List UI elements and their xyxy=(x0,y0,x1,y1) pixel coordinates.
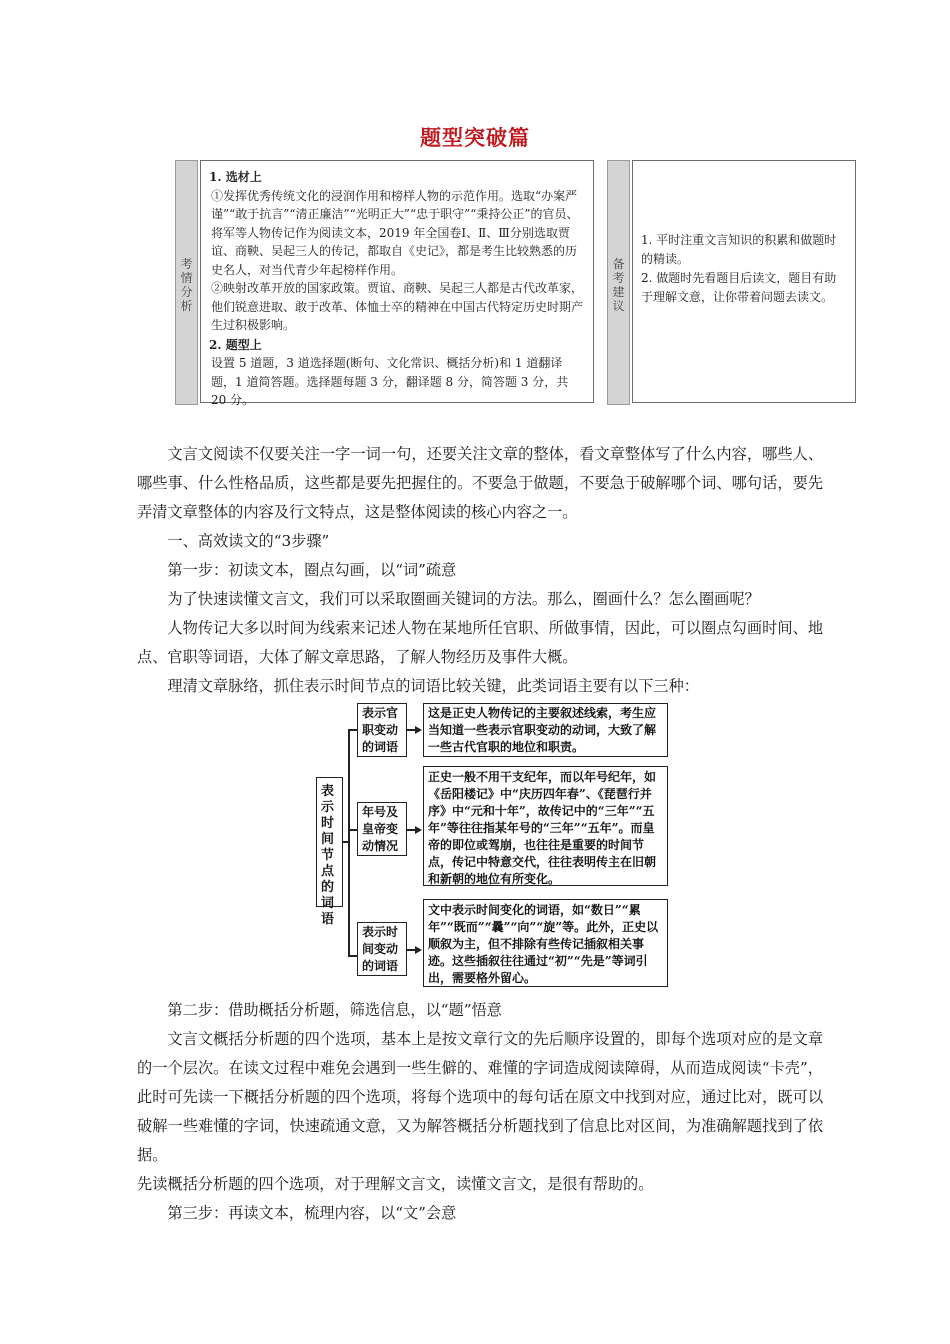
paragraph-summary-options: 文言文概括分析题的四个选项，基本上是按文章行文的先后顺序设置的，即每个选项对应的是文章的一个层次。在读文过程中难免会遇到一些生僻的、难懂的字词造成阅读障碍，从而造成阅读“卡壳”，此时可先读一下概括分析题的四个选项，将每个选项中的每句话在原文中找到对应，通过比对，既可以破解一些难懂的字词，快速疏通文意，又为解答概括分析题找到了信息比对区间，为准确解题找到了依据。 xyxy=(137,1030,823,1164)
analysis-sidebar-label xyxy=(175,160,198,405)
suggestion-sidebar-text xyxy=(608,257,629,313)
analysis-sidebar-text xyxy=(176,257,197,313)
diagram-root-text-char: 语 xyxy=(321,912,335,927)
suggestion-item-2: 2. 做题时先看题目后读文，题目有助于理解文意，让你带着问题去读文。 xyxy=(641,271,837,304)
body-text-bottom xyxy=(137,996,823,1228)
body-text-top xyxy=(137,440,823,701)
step-1-heading: 第一步：初读文本，圈点勾画，以“词”疏意 xyxy=(167,561,457,579)
diagram-root-text-char: 点 xyxy=(321,864,335,879)
analysis-section1-p1: ①发挥优秀传统文化的浸润作用和榜样人物的示范作用。选取“办案严谨”“敢于抗言”“清正廉洁”“光明正大”“忠于职守”“秉持公正”的官员、将军等人物传记作为阅读文本，2019 年全国卷Ⅰ、Ⅱ、Ⅲ分别选取贾谊、商鞅、吴起三人的传记，都取自《史记》，都是考生比较熟悉的历史名人，对当代青少年起榜样作用。 xyxy=(211,188,579,277)
diagram-root-text-char: 词 xyxy=(321,896,335,911)
analysis-sidebar-text-char: 考 xyxy=(180,257,193,271)
paragraph-time-words-intro: 理清文章脉络，抓住表示时间节点的词语比较关键，此类词语主要有以下三种： xyxy=(167,677,699,695)
paragraph-read-options-first: 先读概括分析题的四个选项，对于理解文言文，读懂文言文，是很有帮助的。 xyxy=(137,1175,654,1193)
suggestion-sidebar-text-char: 备 xyxy=(612,257,625,271)
analysis-section1-heading: 1. 选材上 xyxy=(209,170,262,184)
section-heading-3-steps: 一、高效读文的“3步骤” xyxy=(167,532,330,550)
diagram-root-text-char: 节 xyxy=(321,848,335,863)
paragraph-intro: 文言文阅读不仅要关注一字一词一句，还要关注文章的整体，看文章整体写了什么内容，哪些人、哪些事、什么性格品质，这些都是要先把握住的。不要急于做题，不要急于破解哪个词、哪句话，要先弄清文章整体的内容及行文特点，这是整体阅读的核心内容之一。 xyxy=(137,445,823,521)
step-2-heading: 第二步：借助概括分析题，筛选信息，以“题”悟意 xyxy=(167,1001,502,1019)
analysis-sidebar-text-char: 分 xyxy=(180,285,193,299)
branch-time-change-desc: 文中表示时间变化的词语，如“数日”“累年”“既而”“曩”“向”“旋”等。此外，正史以顺叙为主，但不排除有些传记插叙相关事迹。这些插叙往往通过“初”“先是”等词引出，需要格外留心。 xyxy=(423,899,668,987)
diagram-root-text xyxy=(321,784,335,928)
analysis-sidebar-text-char: 情 xyxy=(180,271,193,285)
diagram-root-text-char: 间 xyxy=(321,832,335,847)
suggestion-sidebar-text-char: 考 xyxy=(612,271,625,285)
analysis-panel xyxy=(200,160,594,407)
branch-official-post-desc: 这是正史人物传记的主要叙述线索，考生应当知道一些表示官职变动的动词，大致了解一些古代官职的地位和职责。 xyxy=(423,703,668,757)
analysis-section2-heading: 2. 题型上 xyxy=(209,337,262,352)
diagram-root xyxy=(316,777,343,927)
paragraph-circle-method: 为了快速读懂文言文，我们可以采取圈画关键词的方法。那么，圈画什么？怎么圈画呢？ xyxy=(167,590,760,608)
suggestion-panel xyxy=(632,160,856,403)
suggestion-sidebar-text-char: 议 xyxy=(612,299,625,313)
paragraph-biography-clues: 人物传记大多以时间为线索来记述人物在某地所任官职、所做事情，因此，可以圈点勾画时间、地点、官职等词语，大体了解文章思路，了解人物经历及事件大概。 xyxy=(137,619,823,666)
branch-reign-title-desc: 正史一般不用干支纪年，而以年号纪年，如《岳阳楼记》中“庆历四年春”、《琵琶行并序》中“元和十年”，故传记中的“三年”“五年”等往往指某年号的“三年”“五年”。而皇帝的即位或驾崩，也往往是重要的时间节点，传记中特意交代，往往表明传主在旧朝和新朝的地位有所变化。 xyxy=(423,766,668,886)
branch-reign-title-label: 年号及皇帝变动情况 xyxy=(357,802,407,856)
analysis-section1-p2: ②映射改革开放的国家政策。贾谊、商鞅、吴起三人都是古代改革家，他们锐意进取、敢于改革、体恤士卒的精神在中国古代特定历史时期产生过积极影响。 xyxy=(211,281,584,332)
diagram-root-text-char: 表 xyxy=(321,784,335,799)
suggestion-sidebar-label xyxy=(607,160,630,405)
step-3-heading: 第三步：再读文本，梳理内容，以“文”会意 xyxy=(167,1204,457,1222)
branch-time-change-label: 表示时间变动的词语 xyxy=(357,922,407,976)
suggestion-item-1: 1. 平时注重文言知识的积累和做题时的精读。 xyxy=(641,233,837,266)
suggestion-sidebar-text-char: 建 xyxy=(612,285,625,299)
analysis-section2-p1: 设置 5 道题，3 道选择题(断句、文化常识、概括分析)和 1 道翻译题，1 道简答题。选择题每题 3 分，翻译题 8 分，简答题 3 分，共 20 分。 xyxy=(211,356,569,407)
diagram-root-text-char: 的 xyxy=(321,880,335,895)
analysis-sidebar-text-char: 析 xyxy=(180,299,193,313)
branch-official-post-label: 表示官职变动的词语 xyxy=(357,703,407,757)
diagram-root-text-char: 时 xyxy=(321,816,335,831)
diagram-root-text-char: 示 xyxy=(321,800,335,815)
page-title: 题型突破篇 xyxy=(420,125,530,150)
